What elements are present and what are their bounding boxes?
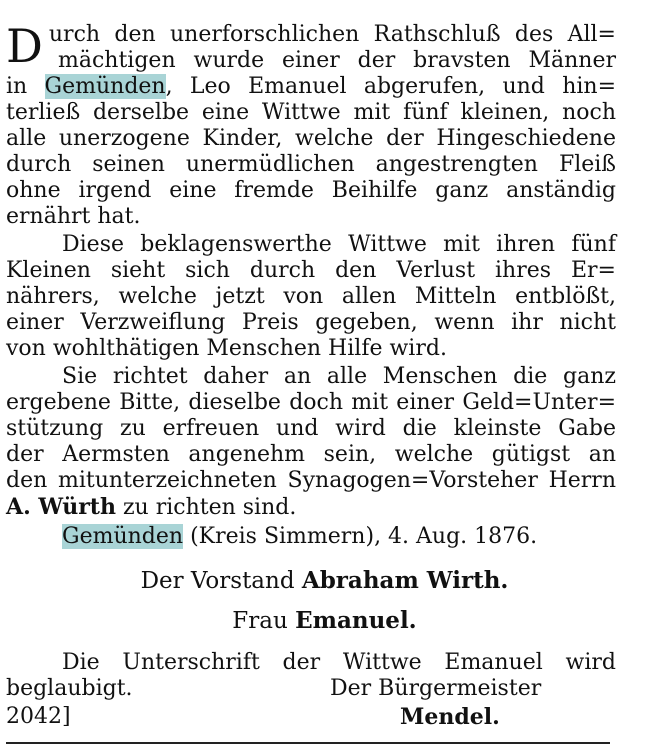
drop-cap-initial: D <box>6 19 43 73</box>
para2-line-2: Kleinen sieht sich durch den Verlust ihres Er= <box>6 258 616 283</box>
para2-line-1: Diese beklagenswerthe Wittwe mit ihren fünf <box>62 232 616 257</box>
dateline <box>62 524 616 550</box>
para3-line-5: den mitunterzeichneten Synagogen=Vorsteher Herrn <box>6 468 616 493</box>
certification-line-1: Die Unterschrift der Wittwe Emanuel wird <box>62 650 616 675</box>
mayor-name: Mendel. <box>400 704 500 730</box>
frau-name: Emanuel. <box>295 607 417 634</box>
para3-line-6-rest: zu richten sind. <box>115 495 297 520</box>
para1-line-7: ohne irgend eine fremde Beihilfe ganz anständig <box>6 178 616 203</box>
dateline-rest: (Kreis Simmern), 4. Aug. 1876. <box>183 524 538 549</box>
vorstand-name: Abraham Wirth. <box>301 567 509 594</box>
herr-name: A. Würth <box>6 494 116 520</box>
signature-vorstand <box>0 568 649 594</box>
para2-line-4: einer Verzweiflung Preis gegeben, wenn ihr nicht <box>6 310 616 335</box>
para1-line-8: ernährt hat. <box>6 204 141 229</box>
para1-line-3-post: , Leo Emanuel abgerufen, und hin= <box>165 74 617 99</box>
para1-line-2: mächtigen wurde einer der bravsten Männer <box>58 48 616 73</box>
para1-line-5: alle unerzogene Kinder, welche der Hingeschiedene <box>6 126 616 151</box>
place-name-highlight: Gemünden <box>44 74 166 99</box>
para3-line-4: der Aermsten angenehm sein, welche gütigst an <box>6 442 616 467</box>
para1-line-3 <box>6 74 616 100</box>
dateline-place-highlight: Gemünden <box>62 524 184 549</box>
reference-number: 2042] <box>6 704 71 729</box>
certification-line-2-right: Der Bürgermeister <box>330 676 542 701</box>
para2-line-5: von wohlthätigen Menschen Hilfe wird. <box>6 336 447 361</box>
signature-frau <box>0 608 649 634</box>
para1-line-3-pre: in <box>6 74 45 99</box>
para3-line-2: ergebene Bitte, dieselbe doch mit einer Geld=Unter= <box>6 390 616 415</box>
vorstand-label: Der Vorstand <box>140 568 302 594</box>
para3-line-1: Sie richtet daher an alle Menschen die ganz <box>62 364 616 389</box>
para1-line-4: terließ derselbe eine Wittwe mit fünf kleinen, noch <box>6 100 616 125</box>
certification-line-2-left: beglaubigt. <box>6 676 133 701</box>
para2-line-3: nährers, welche jetzt von allen Mitteln entblößt, <box>6 284 616 309</box>
para3-line-6 <box>6 494 616 521</box>
para1-line-6: durch seinen unermüdlichen angestrengten Fleiß <box>6 152 616 177</box>
para3-line-3: stützung zu erfreuen und wird die kleinste Gabe <box>6 416 616 441</box>
para1-text-1: urch den unerforschlichen Rathschluß des All= <box>48 22 616 47</box>
bottom-rule <box>6 742 610 744</box>
frau-label: Frau <box>232 608 296 634</box>
